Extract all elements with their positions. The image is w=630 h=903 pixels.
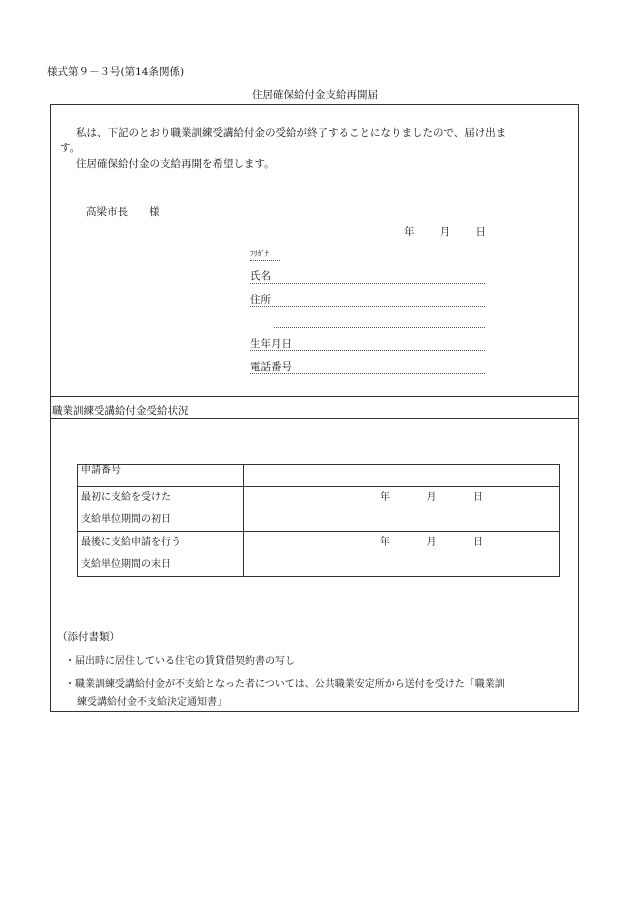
declaration-line-3: 住居確保給付金の支給再開を希望します。 xyxy=(76,158,275,170)
form-number: 様式第９－３号(第14条関係) xyxy=(47,66,185,78)
name-field[interactable] xyxy=(250,283,485,284)
document-title: 住居確保給付金支給再開届 xyxy=(252,89,378,101)
name-label: 氏名 xyxy=(250,270,271,282)
attachment-item-1: ・届出時に居住している住宅の賃貸借契約書の写し xyxy=(65,656,295,667)
day-label: 日 xyxy=(473,537,483,548)
last-period-label-line-1: 最後に支給申請を行う xyxy=(81,537,181,548)
first-period-label-line-2: 支給単位期間の初日 xyxy=(81,514,171,525)
last-period-label-line-2: 支給単位期間の末日 xyxy=(81,559,171,570)
day-label: 日 xyxy=(473,492,483,503)
year-label: 年 xyxy=(380,492,390,503)
last-period-label xyxy=(78,532,244,577)
table-row xyxy=(78,532,560,577)
section-divider-top xyxy=(50,396,579,397)
address-field[interactable] xyxy=(250,306,485,307)
declaration-line-1: 私は、下記のとおり職業訓練受講給付金の受給が終了することになりましたので、届け出ま xyxy=(76,127,507,139)
first-period-date-field[interactable] xyxy=(244,487,560,532)
first-period-label-line-1: 最初に支給を受けた xyxy=(81,492,171,503)
application-number-label: 申請番号 xyxy=(78,465,244,487)
declaration-line-2: す。 xyxy=(60,142,81,154)
furigana-underline xyxy=(250,260,280,261)
address-field-line-2[interactable] xyxy=(274,327,485,328)
attachments-title: （添付書類） xyxy=(57,631,120,643)
address-label: 住所 xyxy=(250,294,271,306)
first-period-label xyxy=(78,487,244,532)
table-row xyxy=(78,465,560,487)
day-label: 日 xyxy=(475,226,486,238)
attachment-item-2-line-1: ・職業訓練受講給付金が不支給となった者については、公共職業安定所から送付を受けた「職業訓 xyxy=(65,679,505,690)
year-label: 年 xyxy=(404,226,415,238)
month-label: 月 xyxy=(439,226,451,238)
addressee: 高梁市長 様 xyxy=(86,206,160,218)
phone-label: 電話番号 xyxy=(250,361,292,373)
month-label: 月 xyxy=(426,492,437,503)
status-table xyxy=(77,464,560,577)
last-period-date-field[interactable] xyxy=(244,532,560,577)
birthdate-label: 生年月日 xyxy=(250,338,292,350)
table-row xyxy=(78,487,560,532)
attachment-item-2-line-2: 練受講給付金不支給決定通知書」 xyxy=(77,697,227,708)
submission-date xyxy=(404,226,486,239)
phone-field[interactable] xyxy=(250,373,485,374)
status-section-title: 職業訓練受講給付金受給状況 xyxy=(52,405,189,417)
furigana-label: ﾌﾘｶﾞﾅ xyxy=(250,249,269,258)
application-number-field[interactable] xyxy=(244,465,560,487)
year-label: 年 xyxy=(380,537,390,548)
section-divider-bottom xyxy=(50,418,579,419)
birthdate-field[interactable] xyxy=(250,350,485,351)
month-label: 月 xyxy=(426,537,437,548)
